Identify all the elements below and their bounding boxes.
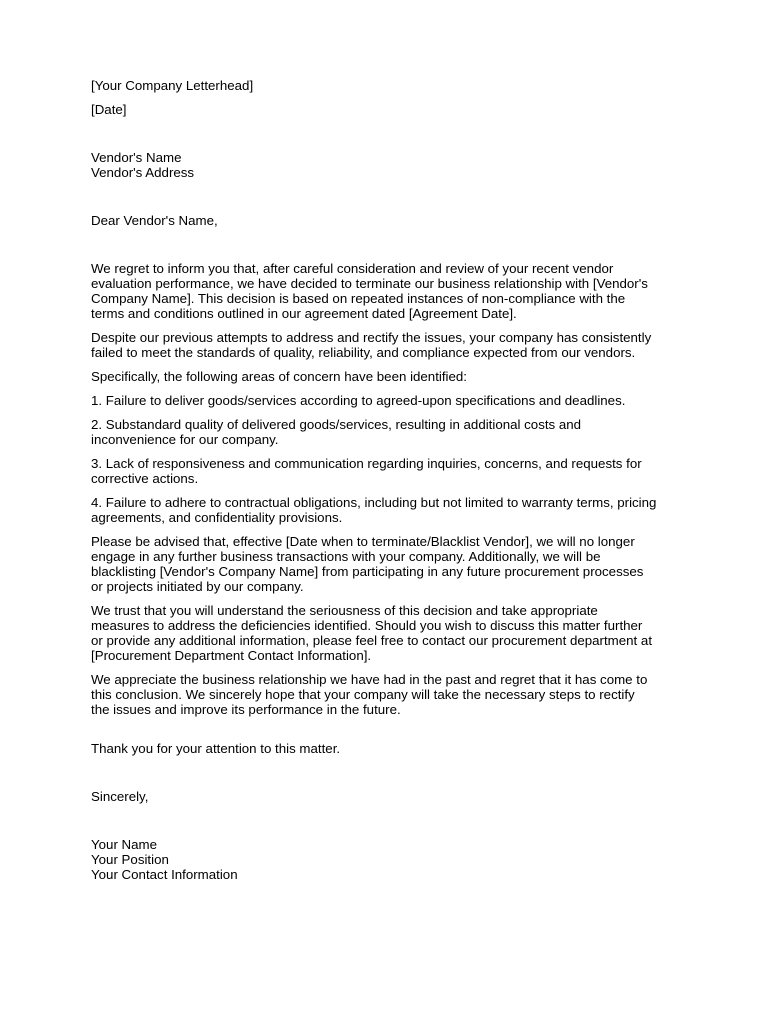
vendor-name: Vendor's Name <box>91 150 182 165</box>
body-paragraph <box>91 330 691 360</box>
paragraph-line: or provide any additional information, please feel free to contact our procurement department at <box>91 633 653 648</box>
signature-position: Your Position <box>91 852 169 867</box>
paragraph-line: terms and conditions outlined in our agreement dated [Agreement Date]. <box>91 306 517 321</box>
salutation: Dear Vendor's Name, <box>91 213 218 228</box>
paragraph-line: [Procurement Department Contact Information]. <box>91 648 372 663</box>
signature-contact: Your Contact Information <box>91 867 238 882</box>
paragraph-line: 3. Lack of responsiveness and communication regarding inquiries, concerns, and requests for <box>91 456 642 471</box>
signature-block <box>91 837 691 882</box>
paragraph-line: 4. Failure to adhere to contractual obligations, including but not limited to warranty terms, pricing <box>91 495 657 510</box>
body-paragraph <box>91 456 691 486</box>
paragraph-line: blacklisting [Vendor's Company Name] from participating in any future procurement processes <box>91 564 644 579</box>
letter-date: [Date] <box>91 102 127 117</box>
paragraph-line: Specifically, the following areas of concern have been identified: <box>91 369 467 384</box>
paragraph-line: evaluation performance, we have decided to terminate our business relationship with [Vendor's <box>91 276 648 291</box>
letter-paragraphs <box>91 261 691 717</box>
paragraph-line: or projects initiated by our company. <box>91 579 304 594</box>
paragraph-line: inconvenience for our company. <box>91 432 279 447</box>
paragraph-line: Company Name]. This decision is based on repeated instances of non-compliance with the <box>91 291 626 306</box>
paragraph-line: engage in any further business transactions with your company. Additionally, we will be <box>91 549 601 564</box>
body-paragraph <box>91 369 691 384</box>
sign-off: Sincerely, <box>91 789 149 804</box>
letterhead: [Your Company Letterhead] <box>91 78 254 93</box>
body-paragraph <box>91 672 691 717</box>
paragraph-line: corrective actions. <box>91 471 199 486</box>
body-paragraph <box>91 534 691 594</box>
vendor-block <box>91 150 691 180</box>
vendor-address: Vendor's Address <box>91 165 195 180</box>
signature-name: Your Name <box>91 837 158 852</box>
paragraph-line: 2. Substandard quality of delivered goods/services, resulting in additional costs and <box>91 417 582 432</box>
paragraph-line: this conclusion. We sincerely hope that your company will take the necessary steps to rectify <box>91 687 635 702</box>
body-paragraph <box>91 417 691 447</box>
paragraph-line: Despite our previous attempts to address and rectify the issues, your company has consistently <box>91 330 652 345</box>
thanks-line: Thank you for your attention to this matter. <box>91 741 341 756</box>
body-paragraph <box>91 495 691 525</box>
paragraph-line: Please be advised that, effective [Date when to terminate/Blacklist Vendor], we will no longer <box>91 534 635 549</box>
paragraph-line: 1. Failure to deliver goods/services according to agreed-upon specifications and deadlines. <box>91 393 626 408</box>
body-paragraph <box>91 393 691 408</box>
paragraph-line: agreements, and confidentiality provisions. <box>91 510 343 525</box>
paragraph-line: We regret to inform you that, after careful consideration and review of your recent vendor <box>91 261 614 276</box>
body-paragraph <box>91 261 691 321</box>
paragraph-line: We trust that you will understand the seriousness of this decision and take appropriate <box>91 603 598 618</box>
paragraph-line: We appreciate the business relationship we have had in the past and regret that it has come to <box>91 672 648 687</box>
letter-body <box>91 78 691 882</box>
paragraph-line: failed to meet the standards of quality, reliability, and compliance expected from our vendors. <box>91 345 636 360</box>
paragraph-line: measures to address the deficiencies identified. Should you wish to discuss this matter further <box>91 618 643 633</box>
paragraph-line: the issues and improve its performance in the future. <box>91 702 401 717</box>
body-paragraph <box>91 603 691 663</box>
